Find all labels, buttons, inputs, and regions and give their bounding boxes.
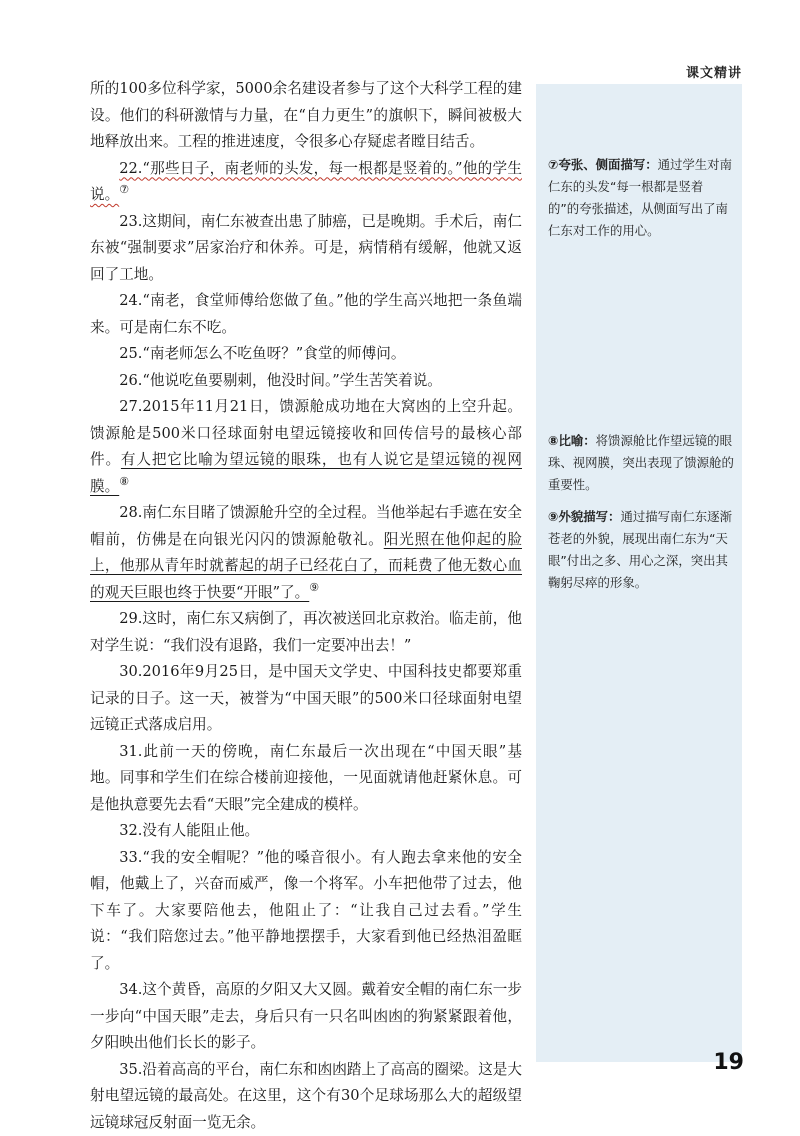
paragraph-32: 32.没有人能阻止他。 — [90, 818, 522, 845]
note-title-8: ⑧比喻： — [548, 433, 596, 448]
paragraph-27 — [90, 394, 522, 500]
paragraph-25: 25.“南老师怎么不吃鱼呀？”食堂的师傅问。 — [90, 341, 522, 368]
paragraph-26: 26.“他说吃鱼要剔刺，他没时间。”学生苦笑着说。 — [90, 368, 522, 395]
paragraph-29: 29.这时，南仁东又病倒了，再次被送回北京救治。临走前，他对学生说：“我们没有退路，我们一定要冲出去！” — [90, 606, 522, 659]
paragraph-27-text: 27.2015年11月21日，馈源舱成功地在大窝凼的上空升起。馈源舱是500米口径球面射电望远镜接收和回传信号的最核心部件。 — [90, 398, 522, 468]
page-number: 19 — [713, 1050, 744, 1075]
note-title-9: ⑨外貌描写： — [548, 509, 620, 524]
annotation-marker-9: ⑨ — [309, 581, 319, 594]
annotation-note-9 — [548, 506, 734, 594]
note-body-8: 将馈源舱比作望远镜的眼珠、视网膜，突出表现了馈源舱的重要性。 — [548, 433, 734, 492]
paragraph-28-text: 28.南仁东目睹了馈源舱升空的全过程。当他举起右手遮在安全帽前，仿佛是在向银光闪闪的馈源舱敬礼。 — [90, 504, 522, 548]
paragraph-24: 24.“南老，食堂师傅给您做了鱼。”他的学生高兴地把一条鱼端来。可是南仁东不吃。 — [90, 288, 522, 341]
annotated-sentence-9: 阳光照在他仰起的脸上，他那从青年时就蓄起的胡子已经花白了，而耗费了他无数心血的观天巨眼也终于快要“开眼”了。 — [90, 531, 522, 601]
paragraph-23: 23.这期间，南仁东被查出患了肺癌，已是晚期。手术后，南仁东被“强制要求”居家治疗和休养。可是，病情稍有缓解，他就又返回了工地。 — [90, 209, 522, 289]
paragraph-28 — [90, 500, 522, 606]
annotated-sentence-8: 有人把它比喻为望远镜的眼珠，也有人说它是望远镜的视网膜。 — [90, 451, 522, 495]
note-body-7: 通过学生对南仁东的头发“每一根都是竖着的”的夸张描述，从侧面写出了南仁东对工作的用心。 — [548, 157, 732, 238]
paragraph-35: 35.沿着高高的平台，南仁东和凼凼踏上了高高的圈梁。这是大射电望远镜的最高处。在这里，这个有30个足球场那么大的超级望远镜球冠反射面一览无余。 — [90, 1057, 522, 1136]
annotation-note-7 — [548, 154, 734, 242]
section-header: 课文精讲 — [686, 62, 742, 81]
note-body-9: 通过描写南仁东逐渐苍老的外貌，展现出南仁东为“天眼”付出之多、用心之深，突出其鞠躬尽瘁的形象。 — [548, 509, 732, 590]
annotation-marker-7: ⑦ — [119, 183, 129, 196]
paragraph-22 — [90, 156, 522, 209]
paragraph-30: 30.2016年9月25日，是中国天文学史、中国科技史都要郑重记录的日子。这一天，被誉为“中国天眼”的500米口径球面射电望远镜正式落成启用。 — [90, 659, 522, 739]
paragraph-continuation: 所的100多位科学家，5000余名建设者参与了这个大科学工程的建设。他们的科研激情与力量，在“自力更生”的旗帜下，瞬间被极大地释放出来。工程的推进速度，令很多心存疑虑者瞠目结舌。 — [90, 76, 522, 156]
annotated-sentence-7: 22.“那些日子，南老师的头发，每一根都是竖着的。”他的学生说。 — [90, 160, 522, 204]
annotation-note-8 — [548, 430, 734, 496]
paragraph-34: 34.这个黄昏，高原的夕阳又大又圆。戴着安全帽的南仁东一步一步向“中国天眼”走去，身后只有一只名叫凼凼的狗紧紧跟着他，夕阳映出他们长长的影子。 — [90, 977, 522, 1057]
main-text-column — [90, 76, 522, 1136]
paragraph-33: 33.“我的安全帽呢？”他的嗓音很小。有人跑去拿来他的安全帽，他戴上了，兴奋而威严，像一个将军。小车把他带了过去，他下车了。大家要陪他去，他阻止了：“让我自己过去看。”学生说：“我们陪您过去。”他平静地摆摆手，大家看到他已经热泪盈眶了。 — [90, 845, 522, 978]
note-title-7: ⑦夸张、侧面描写： — [548, 157, 658, 172]
annotation-marker-8: ⑧ — [119, 475, 129, 488]
paragraph-31: 31.此前一天的傍晚，南仁东最后一次出现在“中国天眼”基地。同事和学生们在综合楼前迎接他，一见面就请他赶紧休息。可是他执意要先去看“天眼”完全建成的模样。 — [90, 739, 522, 819]
